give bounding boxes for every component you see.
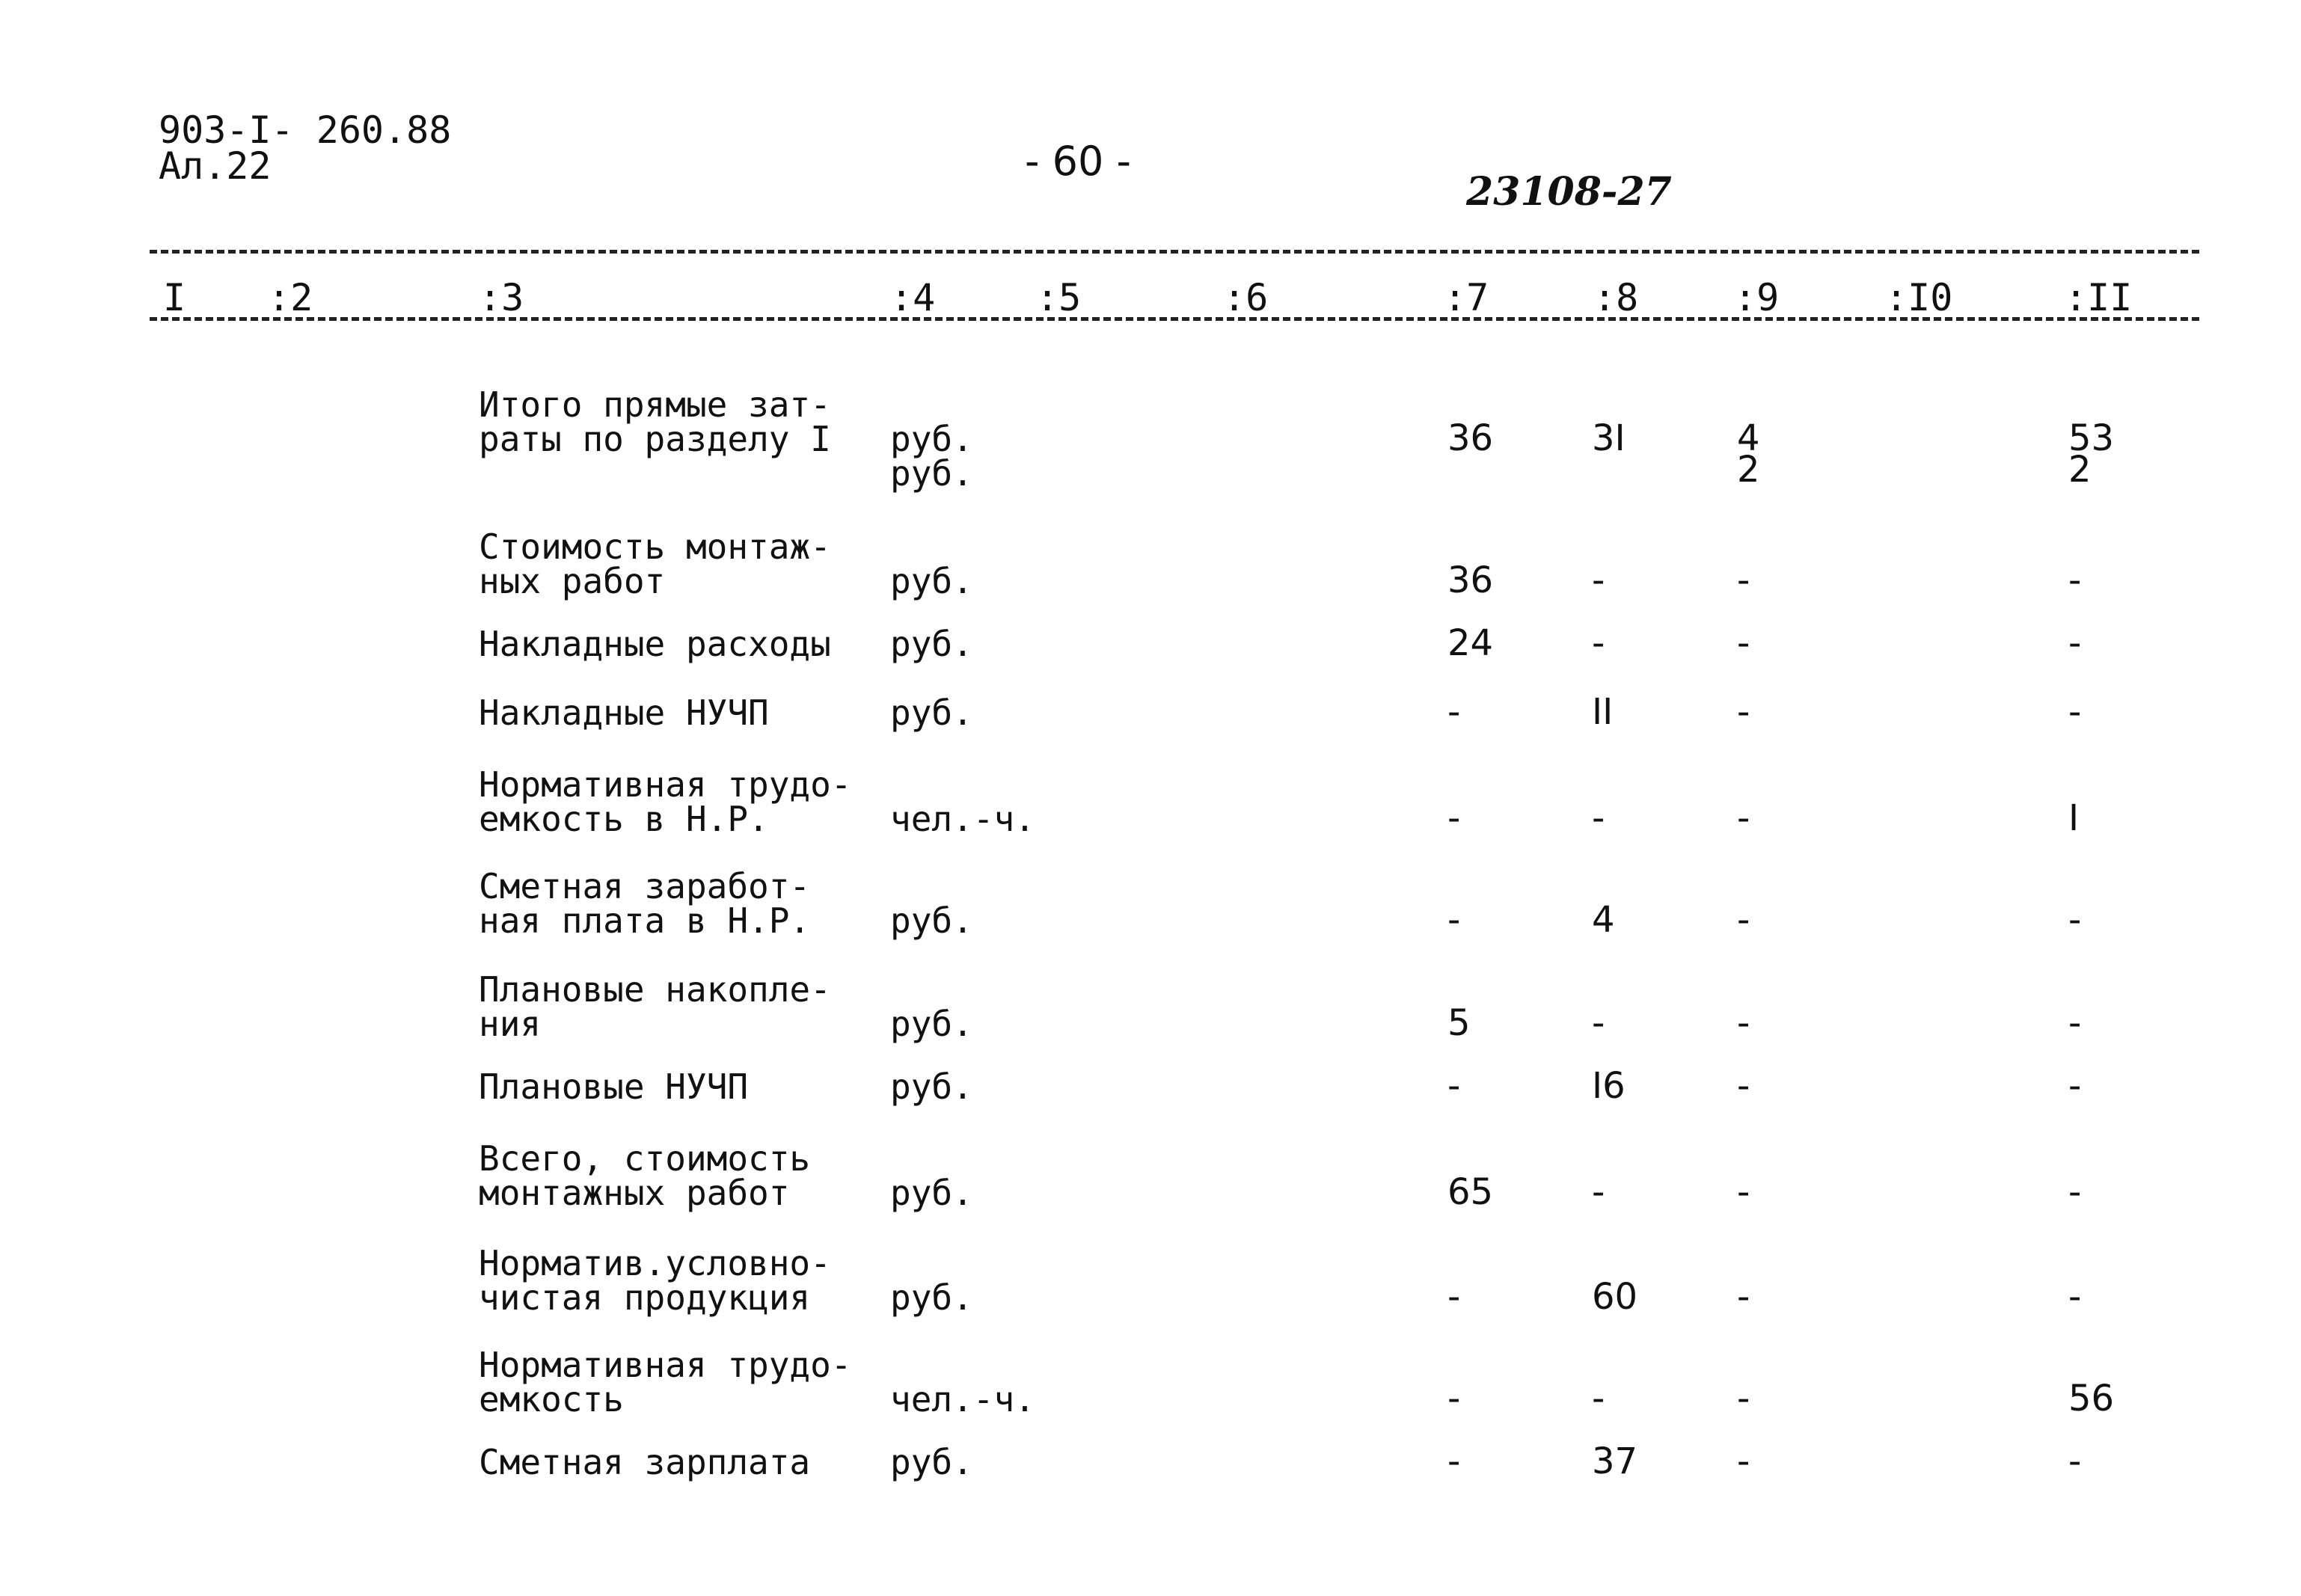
cell-col-11: - bbox=[2068, 559, 2082, 601]
cell-col-11: - bbox=[2068, 1440, 2082, 1482]
cell-col-9: - bbox=[1737, 899, 1750, 941]
column-header-6: :6 bbox=[1223, 276, 1269, 319]
cell-col-11: 56 bbox=[2068, 1378, 2115, 1419]
cell-col-8: I6 bbox=[1592, 1065, 1626, 1107]
row-description: Нормативная трудо- bbox=[479, 764, 852, 805]
row-description: раты по разделу I bbox=[479, 419, 831, 459]
row-description: Нормативная трудо- bbox=[479, 1345, 852, 1385]
column-header-7: :7 bbox=[1444, 276, 1489, 319]
cell-col-9: - bbox=[1737, 691, 1750, 733]
cell-col-7: - bbox=[1447, 1378, 1461, 1419]
row-description: Сметная зарплата bbox=[479, 1442, 811, 1482]
cell-col-8: II bbox=[1592, 691, 1614, 733]
row-description: емкость в Н.Р. bbox=[479, 799, 769, 839]
cell-col-8: - bbox=[1592, 1378, 1605, 1419]
column-header-5: :5 bbox=[1036, 276, 1082, 319]
cell-col-9: - bbox=[1737, 1002, 1750, 1044]
row-unit: руб. bbox=[890, 1173, 973, 1213]
row-description: ная плата в Н.Р. bbox=[479, 900, 811, 941]
row-description: Норматив.условно- bbox=[479, 1243, 831, 1283]
row-unit: руб. bbox=[890, 1066, 973, 1107]
cell-col-11: I bbox=[2068, 797, 2080, 839]
row-description: Итого прямые зат- bbox=[479, 384, 831, 425]
cell-col-11: - bbox=[2068, 691, 2082, 733]
cell-col-11: - bbox=[2068, 1002, 2082, 1044]
cell-col-11: - bbox=[2068, 1276, 2082, 1318]
cell-col-11: 2 bbox=[2068, 449, 2092, 491]
row-unit: руб. bbox=[890, 900, 973, 941]
row-unit: чел.-ч. bbox=[890, 799, 1035, 839]
column-header-3: :3 bbox=[479, 276, 524, 319]
cell-col-7: - bbox=[1447, 899, 1461, 941]
row-description: ных работ bbox=[479, 561, 666, 601]
row-unit: руб. bbox=[890, 693, 973, 733]
column-header-2: :2 bbox=[268, 276, 313, 319]
cell-col-8: - bbox=[1592, 559, 1605, 601]
row-unit: руб. bbox=[890, 561, 973, 601]
cell-col-7: 5 bbox=[1447, 1002, 1471, 1044]
cell-col-7: 36 bbox=[1447, 417, 1494, 459]
cell-col-8: - bbox=[1592, 622, 1605, 664]
row-unit: чел.-ч. bbox=[890, 1379, 1035, 1419]
row-unit: руб. bbox=[890, 419, 973, 459]
sheet-number: Ал.22 bbox=[159, 144, 272, 188]
header-top-rule bbox=[150, 250, 2199, 254]
cell-col-7: 36 bbox=[1447, 559, 1494, 601]
cell-col-11: - bbox=[2068, 1171, 2082, 1213]
row-unit: руб. bbox=[890, 624, 973, 664]
cell-col-7: - bbox=[1447, 691, 1461, 733]
document-code: 903-I- 260.88 bbox=[159, 108, 452, 152]
cell-col-8: - bbox=[1592, 1002, 1605, 1044]
cell-col-7: 24 bbox=[1447, 622, 1494, 664]
cell-col-8: 37 bbox=[1592, 1440, 1638, 1482]
column-header-9: :9 bbox=[1734, 276, 1780, 319]
cell-col-9: - bbox=[1737, 1065, 1750, 1107]
cell-col-7: - bbox=[1447, 797, 1461, 839]
cell-col-9: 2 bbox=[1737, 449, 1760, 491]
column-header-1: I bbox=[163, 276, 186, 319]
row-description: ния bbox=[479, 1004, 542, 1044]
column-header-10: :I0 bbox=[1885, 276, 1953, 319]
row-unit: руб. bbox=[890, 1442, 973, 1482]
row-description: Плановые накопле- bbox=[479, 969, 831, 1010]
row-unit: руб. bbox=[890, 1004, 973, 1044]
cell-col-8: - bbox=[1592, 1171, 1605, 1213]
cell-col-9: - bbox=[1737, 1440, 1750, 1482]
cell-col-9: 4 bbox=[1737, 417, 1760, 459]
cell-col-9: - bbox=[1737, 559, 1750, 601]
cell-col-9: - bbox=[1737, 1378, 1750, 1419]
column-header-8: :8 bbox=[1593, 276, 1639, 319]
cell-col-11: - bbox=[2068, 1065, 2082, 1107]
row-unit: руб. bbox=[890, 1277, 973, 1318]
row-description: Всего, стоимость bbox=[479, 1138, 811, 1179]
column-header-11: :II bbox=[2065, 276, 2133, 319]
row-description: чистая продукция bbox=[479, 1277, 811, 1318]
cell-col-9: - bbox=[1737, 622, 1750, 664]
row-description: емкость bbox=[479, 1379, 624, 1419]
row-description: Накладные расходы bbox=[479, 624, 831, 664]
cell-col-7: - bbox=[1447, 1440, 1461, 1482]
cell-col-11: - bbox=[2068, 622, 2082, 664]
row-unit: руб. bbox=[890, 453, 973, 494]
cell-col-9: - bbox=[1737, 797, 1750, 839]
cell-col-7: - bbox=[1447, 1276, 1461, 1318]
cell-col-7: 65 bbox=[1447, 1171, 1494, 1213]
row-description: Сметная заработ- bbox=[479, 866, 811, 906]
cell-col-11: - bbox=[2068, 899, 2082, 941]
cell-col-8: 4 bbox=[1592, 899, 1615, 941]
row-description: Плановые НУЧП bbox=[479, 1066, 749, 1107]
column-header-4: :4 bbox=[890, 276, 936, 319]
page-number: - 60 - bbox=[1025, 138, 1132, 185]
cell-col-8: - bbox=[1592, 797, 1605, 839]
cell-col-11: 53 bbox=[2068, 417, 2115, 459]
cell-col-8: 3I bbox=[1592, 417, 1626, 459]
handwritten-inventory-number: 23108-27 bbox=[1466, 169, 1672, 215]
cell-col-8: 60 bbox=[1592, 1276, 1638, 1318]
row-description: Накладные НУЧП bbox=[479, 693, 769, 733]
cell-col-9: - bbox=[1737, 1276, 1750, 1318]
cell-col-7: - bbox=[1447, 1065, 1461, 1107]
row-description: монтажных работ bbox=[479, 1173, 790, 1213]
cell-col-9: - bbox=[1737, 1171, 1750, 1213]
row-description: Стоимость монтаж- bbox=[479, 527, 831, 567]
